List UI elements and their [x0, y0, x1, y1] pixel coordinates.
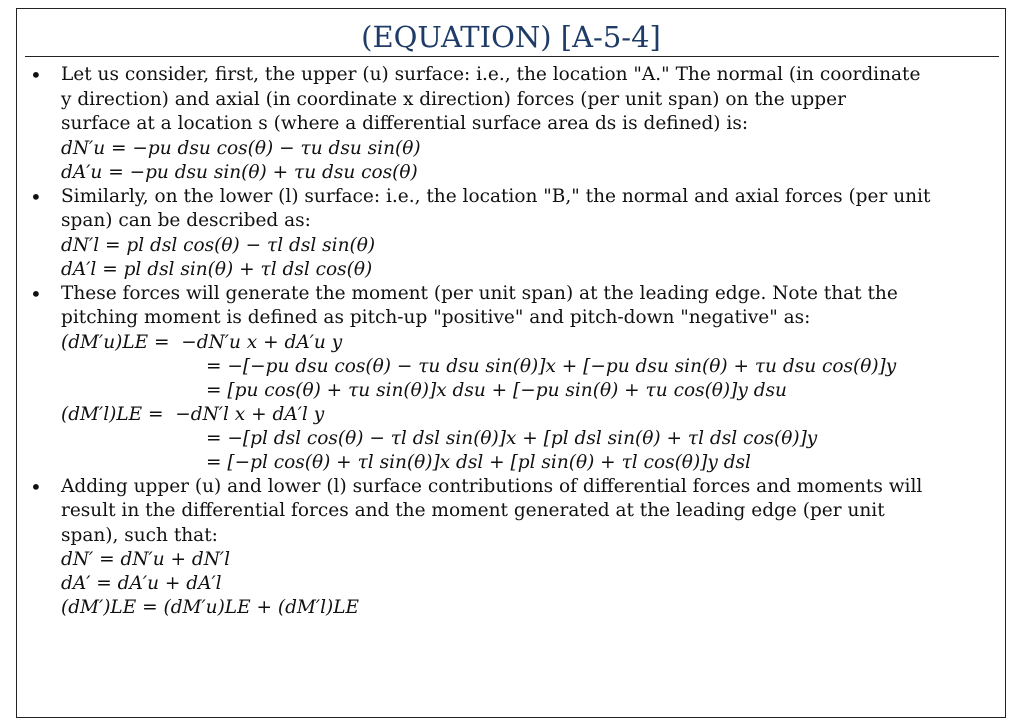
- equation-line: (dM′u)LE = −dN′u x + dA′u y: [61, 331, 343, 353]
- equation-box: [16, 8, 1006, 718]
- title-divider: [25, 56, 999, 57]
- text-line: surface at a location s (where a differential surface area ds is defined) is:: [61, 113, 749, 134]
- equation-line: dA′ = dA′u + dA′l: [61, 573, 222, 594]
- bullet-dot-icon: [30, 282, 42, 309]
- equation-line: = −[−pu dsu cos(θ) − τu dsu sin(θ)]x + [−pu dsu sin(θ) + τu dsu cos(θ)]y: [206, 355, 897, 377]
- equation-line: = −[pl dsl cos(θ) − τl dsl sin(θ)]x + [pl dsl sin(θ) + τl dsl cos(θ)]y: [206, 427, 818, 449]
- bullet-upper-surface: [17, 63, 1005, 185]
- text-line: Let us consider, first, the upper (u) surface: i.e., the location "A." The normal (in coordinate: [61, 64, 921, 85]
- bullet-lower-surface: [17, 185, 1005, 282]
- equation-line: dN′l = pl dsl cos(θ) − τl dsl sin(θ): [61, 234, 376, 256]
- equation-line: dA′l = pl dsl sin(θ) + τl dsl cos(θ): [61, 258, 373, 280]
- bullet-sum: [17, 475, 1005, 621]
- text-line: span), such that:: [61, 524, 218, 546]
- text-line: These forces will generate the moment (per unit span) at the leading edge. Note that the: [61, 282, 898, 304]
- equation-line: dN′u = −pu dsu cos(θ) − τu dsu sin(θ): [61, 137, 421, 159]
- equation-line: (dM′)LE = (dM′u)LE + (dM′l)LE: [61, 597, 359, 618]
- equation-title: (EQUATION) [A-5-4]: [361, 20, 661, 54]
- equation-line: (dM′l)LE = −dN′l x + dA′l y: [61, 403, 325, 425]
- equation-line: = [−pl cos(θ) + τl sin(θ)]x dsl + [pl sin(θ) + τl cos(θ)]y dsl: [206, 451, 751, 473]
- equation-line: dA′u = −pu dsu sin(θ) + τu dsu cos(θ): [61, 161, 418, 183]
- text-line: span) can be described as:: [61, 210, 311, 231]
- bullet-dot-icon: [30, 475, 42, 502]
- text-line: y direction) and axial (in coordinate x direction) forces (per unit span) on the upper: [61, 88, 846, 110]
- text-line: result in the differential forces and the moment generated at the leading edge (per unit: [61, 500, 885, 521]
- bullet-dot-icon: [30, 185, 42, 212]
- equation-body: [17, 63, 1005, 620]
- equation-line: = [pu cos(θ) + τu sin(θ)]x dsu + [−pu sin(θ) + τu cos(θ)]y dsu: [206, 379, 787, 401]
- text-line: Adding upper (u) and lower (l) surface contributions of differential forces and moments will: [61, 475, 923, 497]
- bullet-dot-icon: [30, 63, 42, 90]
- text-line: Similarly, on the lower (l) surface: i.e., the location "B," the normal and axial forces (per unit: [61, 185, 931, 207]
- equation-line: dN′ = dN′u + dN′l: [61, 549, 231, 570]
- bullet-moment: [17, 282, 1005, 475]
- text-line: pitching moment is defined as pitch-up "positive" and pitch-down "negative" as:: [61, 307, 811, 328]
